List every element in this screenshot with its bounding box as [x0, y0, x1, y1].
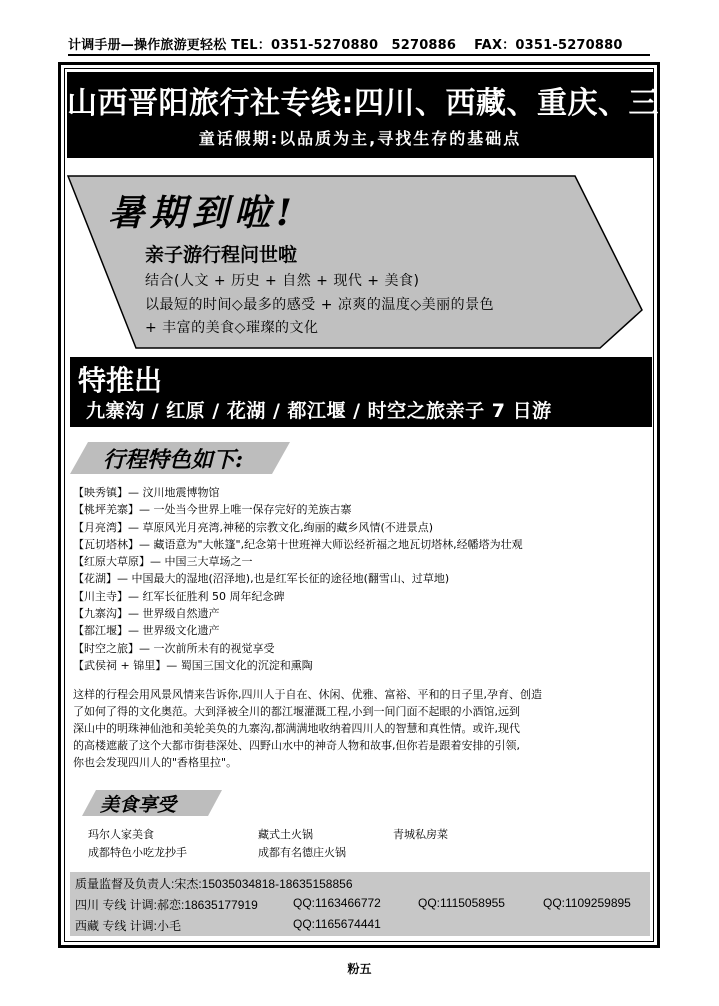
- food-item: 玛尔人家美食: [88, 828, 154, 841]
- banner-subhead: 亲子游行程问世啦: [145, 244, 298, 266]
- paragraph-line: 的高楼遮蔽了这个大都市街巷深处、四野山水中的神奇人物和故事,但你若是跟着安排的引领,: [73, 739, 520, 752]
- list-item: 【武侯祠 + 锦里】— 蜀国三国文化的沉淀和熏陶: [73, 658, 313, 672]
- banner-line-1: 结合(人文 + 历史 + 自然 + 现代 + 美食): [145, 273, 420, 289]
- banner-headline: 暑期到啦!: [108, 192, 298, 234]
- list-item: 【九寨沟】— 世界级自然遗产: [73, 607, 220, 621]
- feature-route: 九寨沟 / 红原 / 花湖 / 都江堰 / 时空之旅亲子 7 日游: [86, 400, 552, 422]
- header-title: 山西晋阳旅行社专线:四川、西藏、重庆、三峡: [67, 86, 690, 121]
- header-block: [67, 72, 690, 158]
- list-item: 【都江堰】— 世界级文化遗产: [73, 624, 220, 638]
- list-item: 【时空之旅】— 一次前所未有的视觉享受: [73, 641, 275, 655]
- banner-line-3: + 丰富的美食◇璀璨的文化: [145, 320, 319, 336]
- itinerary-paragraph: [73, 686, 650, 771]
- header-subtitle: 童话假期:以品质为主,寻找生存的基础点: [198, 129, 522, 148]
- list-item: 【桃坪羌寨】— 一处当今世界上唯一保存完好的羌族古寨: [73, 503, 352, 517]
- food-heading: 美食享受: [100, 794, 177, 816]
- list-item: 【映秀镇】— 汶川地震博物馆: [73, 486, 220, 499]
- banner-line-2: 以最短的时间◇最多的感受 + 凉爽的温度◇美丽的景色: [145, 297, 495, 313]
- qq-number: QQ:1109259895: [543, 896, 631, 910]
- quality-supervisor: 质量监督及负责人:宋杰:15035034818-18635158856: [75, 877, 353, 891]
- food-item: 藏式土火锅: [258, 828, 313, 841]
- contact-block: [70, 872, 650, 936]
- itinerary-heading: 行程特色如下:: [103, 447, 244, 473]
- food-item: 成都有名德庄火锅: [258, 846, 346, 859]
- list-item: 【红原大草原】— 中国三大草场之一: [73, 555, 253, 569]
- page-number: 粉五: [347, 962, 372, 976]
- list-item: 【花湖】— 中国最大的湿地(沼泽地),也是红军长征的途径地(翻雪山、过草地): [73, 572, 450, 586]
- qq-number: QQ:1115058955: [418, 896, 505, 910]
- feature-title: 特推出: [78, 364, 163, 397]
- tibet-contact: 西藏 专线 计调:小毛: [75, 919, 182, 933]
- feature-block: [70, 357, 652, 427]
- food-item: 成都特色小吃龙抄手: [88, 846, 187, 859]
- paragraph-line: 深山中的明珠神仙池和美轮美奂的九寨沟,都满满地收纳着四川人的智慧和真性情。或许,现代: [73, 722, 520, 735]
- sichuan-contact: 四川 专线 计调:郝恋:18635177919: [75, 898, 258, 912]
- list-item: 【川主寺】— 红军长征胜利 50 周年纪念碑: [73, 589, 285, 603]
- paragraph-line: 了如何了得的文化奥范。大到泽被全川的都江堰灌溉工程,小到一间门面不起眼的小酒馆,远到: [73, 705, 520, 718]
- qq-number: QQ:1165674441: [293, 917, 381, 931]
- qq-number: QQ:1163466772: [293, 896, 381, 910]
- paragraph-line: 你也会发现四川人的"香格里拉"。: [73, 756, 238, 769]
- list-item: 【月亮湾】— 草原风光月亮湾,神秘的宗教文化,绚丽的藏乡风情(不进景点): [73, 520, 434, 534]
- top-contact-line: 计调手册—操作旅游更轻松 TEL：0351-5270880 5270886 FAX：0351-5270880: [68, 34, 650, 56]
- paragraph-line: 这样的行程会用风景风情来告诉你,四川人于自在、休闲、优雅、富裕、平和的日子里,孕育、创造: [73, 688, 542, 701]
- itinerary-list: [73, 484, 653, 674]
- food-item: 青城私房菜: [393, 828, 448, 841]
- list-item: 【瓦切塔林】— 藏语意为"大帐篷",纪念第十世班禅大师讼经祈福之地瓦切塔林,经幡塔为壮观: [73, 537, 523, 551]
